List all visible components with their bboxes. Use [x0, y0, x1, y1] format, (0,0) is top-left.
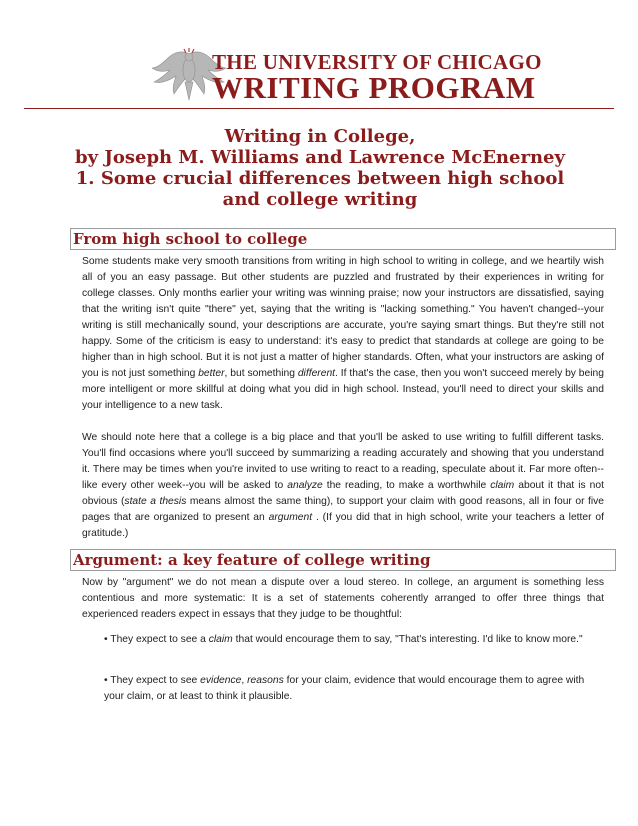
text-run: • They expect to see [104, 675, 201, 686]
section2-paragraph-1: Now by "argument" we do not mean a dispute over a loud stereo. In college, an argument is something less contentious and more systematic: It is a set of statements coherently arranged to offer three things that experienced readers expect in essays that they judge to be thoughtful: [82, 577, 604, 620]
emphasis-argument: argument [268, 512, 313, 523]
text-run: • They expect to see a [104, 634, 209, 645]
title-line-4: and college writing [222, 189, 418, 210]
list-item-evidence [104, 673, 604, 705]
section-heading-argument: Argument: a key feature of college writing [70, 549, 616, 571]
document-title [60, 126, 580, 210]
emphasis-analyze: analyze [287, 480, 323, 491]
emphasis-different: different [297, 368, 336, 379]
logo-program-name: WRITING PROGRAM [212, 70, 536, 105]
emphasis-evidence: evidence [200, 675, 242, 686]
text-run: We should note here that a college is a big place and that you'll be asked to use writing to fulfill different tasks. You'll find occasions where you'll succeed by summarizing a reading accurately and showing that you understand it. There may be times when you're invited to use writing to react to a reading, speculate about it. Far more often--like every other week--you will be asked to [82, 432, 604, 491]
section-heading-high-school-to-college: From high school to college [70, 228, 616, 250]
emphasis-reasons: reasons [247, 675, 284, 686]
page-header [0, 40, 638, 106]
text-run: about it that is not obvious ( [82, 480, 604, 507]
text-run: , [241, 675, 248, 686]
text-run: . If that's the case, then you won't succeed merely by being more intelligent or more skillful at doing what you did in high school. Instead, you'll need to direct your skills and your intelligence to a new task. [82, 368, 605, 411]
header-divider [24, 108, 614, 109]
text-run: means almost the same thing), to support your claim with good reasons, all in four or five pages that are organized to present an [82, 496, 605, 523]
text-run: for your claim, evidence that would encourage them to agree with your claim, or at least to think it plausible. [104, 675, 585, 702]
emphasis-claim: claim [490, 480, 515, 491]
title-line-1: Writing in College, [224, 126, 416, 147]
text-run: . (If you did that in high school, write your teachers a letter of gratitude.) [82, 512, 604, 539]
emphasis-state-a-thesis: state a thesis [124, 496, 187, 507]
section1-body [82, 254, 604, 542]
emphasis-claim: claim [208, 634, 233, 645]
text-run: that would encourage them to say, "That's interesting. I'd like to know more." [232, 634, 583, 645]
text-run: Some students make very smooth transitions from writing in high school to writing in college, and we heartily wish all of you an easy passage. But other students are puzzled and frustrated by their experiences in writing for college classes. Only months earlier your writing was winning praise; now your instructors are dissatisfied, saying that the writing isn't quite "there" yet, saying that the writing is "lacking something." You haven't changed--your writing is still mechanically sound, your descriptions are accurate, you're saying smart things. But they're still not happy. Some of the criticism is easy to understand: it's easy to predict that standards at college are going to be higher than in high school. But it is not just a matter of higher standards. Often, what your instructors are asking of you is not just something [82, 256, 604, 379]
title-line-2: by Joseph M. Williams and Lawrence McEnerney [75, 147, 565, 168]
text-run: , but something [224, 368, 298, 379]
text-run: the reading, to make a worthwhile [322, 480, 491, 491]
section1-paragraph-1 [82, 254, 604, 414]
emphasis-better: better [198, 368, 225, 379]
section1-paragraph-2 [82, 430, 604, 542]
title-line-3: 1. Some crucial differences between high school [75, 168, 565, 189]
list-item-claim [104, 632, 604, 648]
logo-university-name: THE UNIVERSITY OF CHICAGO [212, 50, 542, 74]
